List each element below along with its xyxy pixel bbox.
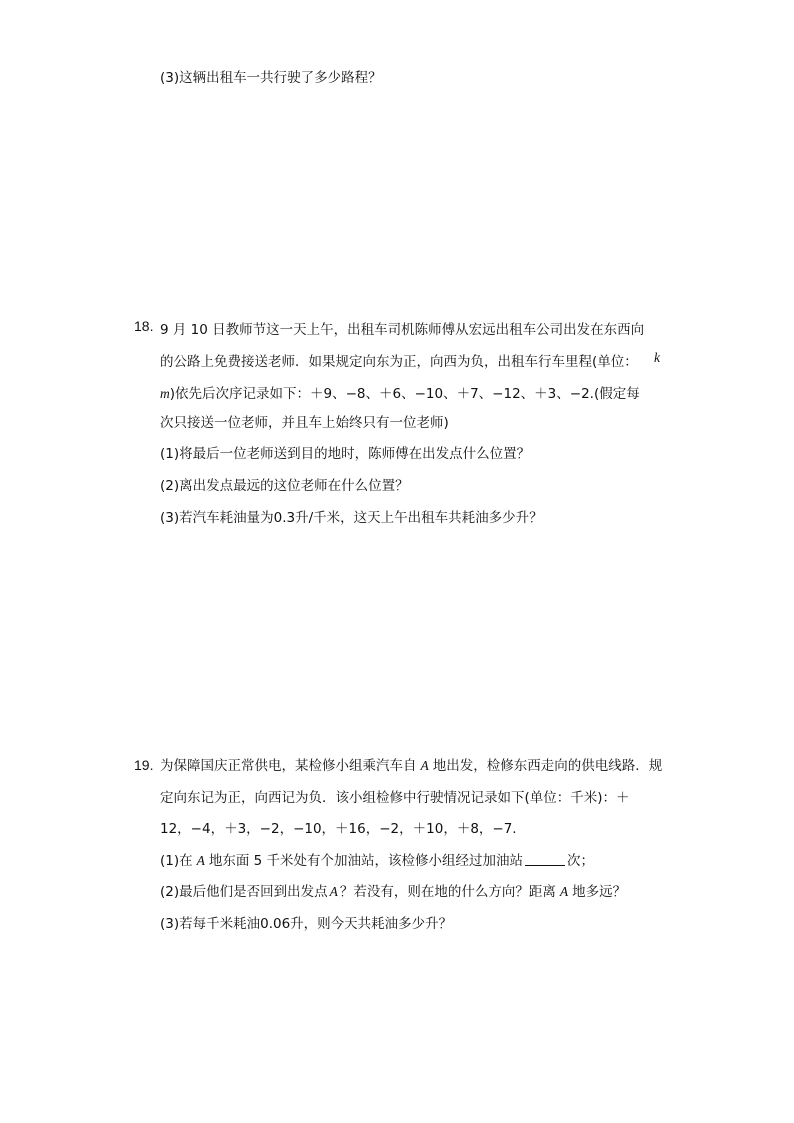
q19-sub2-point-a: A [329,884,338,899]
q19-sub2 [160,880,626,900]
q18-line4: 次只接送一位老师，并且车上始终只有一位老师) [160,415,449,431]
q18-line1: 9 月 10 日教师节这一天上午，出租车司机陈师傅从宏远出租车公司出发在东西向 [160,322,645,338]
q18-line3 [160,382,640,402]
q19-sub1-text-c: 次； [567,853,595,869]
q19-sub2-text-a: (2)最后他们是否回到出发点 [160,884,328,900]
q19-point-a: A [420,758,429,773]
q18-line2-text: 的公路上免费接送老师．如果规定向东为正，向西为负，出租车行车里程(单位： [160,354,638,370]
q19-line3: 12，−4，＋3，−2，−10，＋16，−2，＋10，＋8，−7. [160,821,517,837]
q19-sub2-point-a2: A [559,884,569,899]
q18-line2 [160,350,660,370]
q17-sub3: (3)这辆出租车一共行驶了多少路程？ [160,70,382,86]
q18-sub3: (3)若汽车耗油量为0.3升/千米，这天上午出租车共耗油多少升？ [160,510,543,526]
q18-number: 18. [134,318,154,334]
q19-line1-text-b: 地出发，检修东西走向的供电线路．规 [432,758,663,774]
fill-in-blank[interactable] [525,864,565,866]
q19-sub1-text-b: 地东面 5 千米处有个加油站，该检修小组经过加油站 [208,853,524,869]
q19-sub1-text-a: (1)在 [160,853,193,869]
q19-line1-text-a: 为保障国庆正常供电，某检修小组乘汽车自 [160,758,417,774]
q18-sub2: (2)离出发点最远的这位老师在什么位置？ [160,478,409,494]
q19-sub3: (3)若每千米耗油0.06升，则今天共耗油多少升？ [160,916,453,932]
q19-sub2-text-c: 地多远？ [572,884,627,900]
q19-sub1-point-a: A [196,853,205,868]
q19-number: 19. [134,757,154,773]
q18-sub1: (1)将最后一位老师送到目的地时，陈师傅在出发点什么位置？ [160,446,531,462]
q19-line2: 定向东记为正，向西记为负．该小组检修中行驶情况记录如下(单位：千米)：＋ [160,790,630,806]
q19-sub2-text-b: ？若没有，则在地的什么方向？距离 [339,884,556,900]
q18-unit-k: k [654,350,660,365]
q19-line1 [160,754,662,774]
q19-sub1 [160,849,594,869]
q18-line3-text: )依先后次序记录如下：＋9、−8、＋6、−10、＋7、−12、＋3、−2.(假定每 [169,386,640,402]
q18-unit-m: m [160,386,170,401]
